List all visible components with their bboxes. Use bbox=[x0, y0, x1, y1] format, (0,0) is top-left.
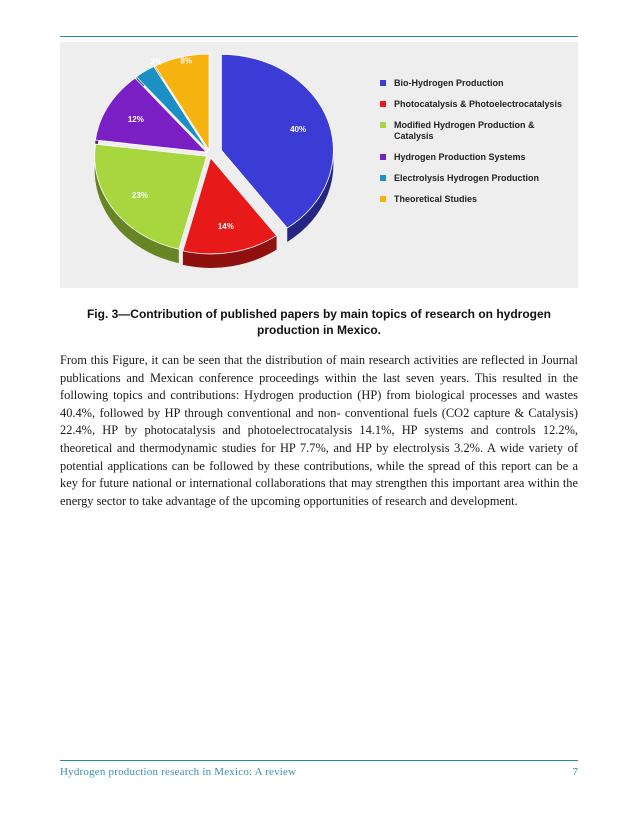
legend-item-theoretical-studies bbox=[380, 194, 576, 205]
legend-swatch bbox=[380, 122, 386, 128]
page-number: 7 bbox=[572, 766, 578, 778]
header-rule bbox=[60, 36, 578, 37]
legend-label: Modified Hydrogen Production & Catalysis bbox=[394, 120, 535, 141]
pie-label-photocatalysis-and-photoelectrocatalysis: 14% bbox=[217, 221, 234, 231]
pie-chart-figure bbox=[60, 42, 578, 288]
legend-label: Theoretical Studies bbox=[394, 194, 478, 204]
legend-label: Electrolysis Hydrogen Production bbox=[394, 173, 540, 183]
footer-rule bbox=[60, 760, 578, 761]
pie-label-theoretical-studies: 8% bbox=[180, 56, 192, 66]
legend-swatch bbox=[380, 154, 386, 160]
legend-label: Bio-Hydrogen Production bbox=[394, 78, 504, 88]
pie-label-bio-hydrogen-production: 40% bbox=[290, 124, 307, 134]
legend-item-bio-hydrogen-production bbox=[380, 78, 576, 89]
figure-caption: Fig. 3—Contribution of published papers by main topics of research on hydrogen production in Mexico. bbox=[86, 307, 552, 337]
legend-swatch bbox=[380, 175, 386, 181]
legend-item-photocatalysis-and-photoelectrocatalysis bbox=[380, 99, 576, 110]
legend-swatch bbox=[380, 101, 386, 107]
legend-label: Hydrogen Production Systems bbox=[394, 152, 526, 162]
legend-item-hydrogen-production-systems bbox=[380, 152, 576, 163]
pie-label-hydrogen-production-systems: 12% bbox=[127, 114, 144, 124]
footer-title: Hydrogen production research in Mexico: A review bbox=[60, 766, 297, 778]
legend-swatch bbox=[380, 196, 386, 202]
legend-item-electrolysis-hydrogen-production bbox=[380, 173, 576, 184]
legend-swatch bbox=[380, 80, 386, 86]
chart-legend bbox=[380, 78, 576, 215]
body-paragraph: From this Figure, it can be seen that the distribution of main research activities are reflected in Journal publications and Mexican conference proceedings within the last seven years. This resulted in the following topics and contributions: Hydrogen production (HP) from biological processes and wastes 40.4%, followed by HP through conventional and non- conventional fuels (CO2 capture & Catalysis) 22.4%, HP by photocatalysis and photoelectrocatalysis 14.1%, HP systems and controls 12.2%, theoretical and thermodynamic studies for HP 7.7%, and HP by electrolysis 3.2%. A wide variety of potential applications can be followed by these contributions, while the spread of this report can be a key for future national or international collaborations that may strengthen this important area within the energy sector to take advantage of the upcoming opportunities of research and development. bbox=[60, 353, 578, 508]
legend-label: Photocatalysis & Photoelectrocatalysis bbox=[394, 99, 563, 109]
pie-label-electrolysis-hydrogen-production: 3% bbox=[150, 57, 162, 67]
legend-item-modified-hydrogen-production-and-catalysis bbox=[380, 120, 576, 142]
pie-label-modified-hydrogen-production-and-catalysis: 23% bbox=[131, 191, 149, 201]
